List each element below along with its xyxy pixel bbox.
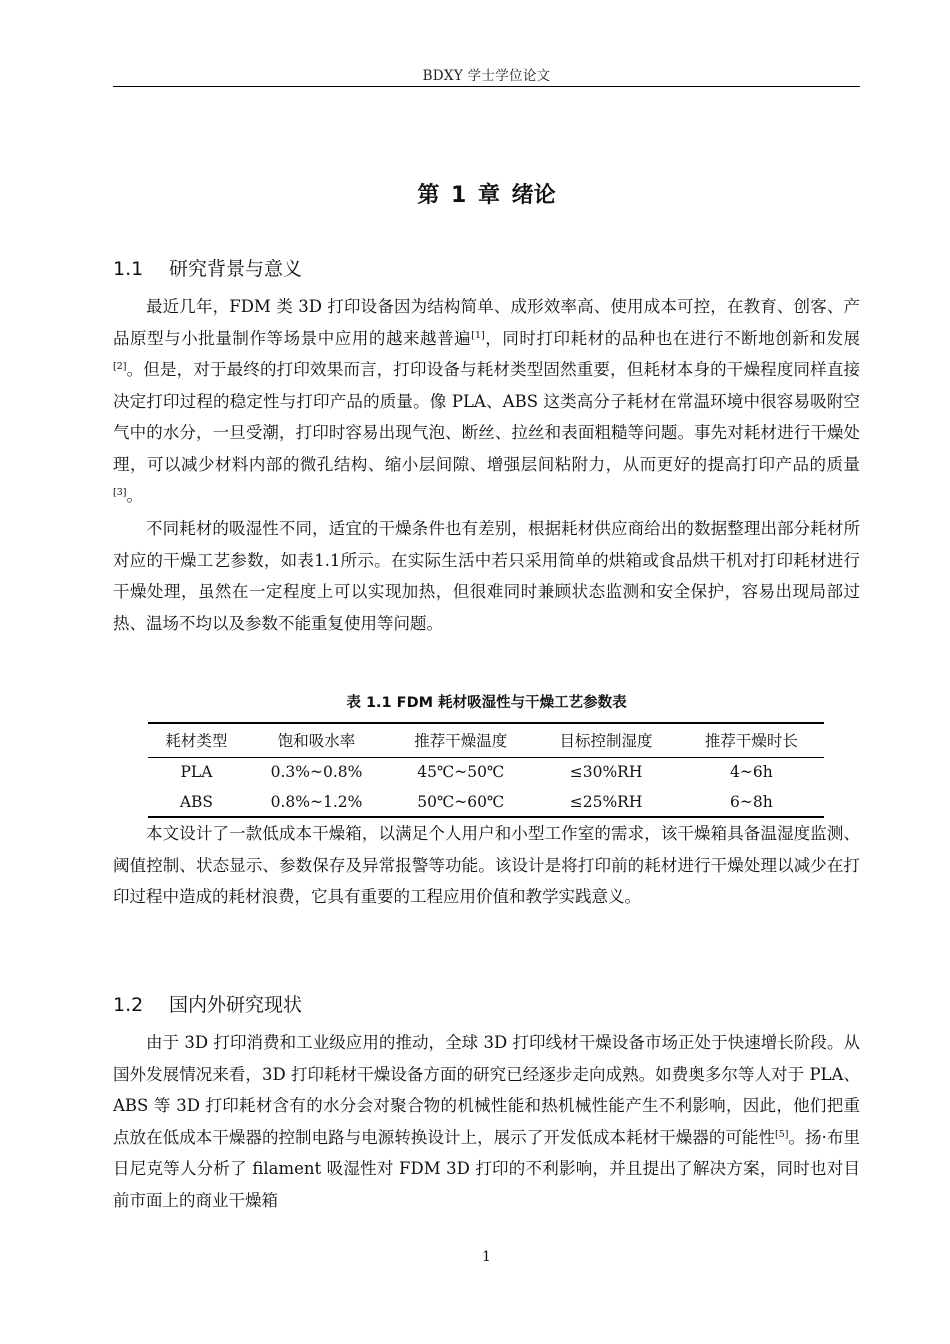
paragraph-text: 由于 3D 打印消费和工业级应用的推动，全球 3D 打印线材干燥设备市场正处于快速增长阶段。从国外发展情况来看，3D 打印耗材干燥设备方面的研究已经逐步走向成熟。如费奥多尔等人对于 PLA、ABS 等 3D 打印耗材含有的水分会对聚合物的机械性能和热机械性能产生不利影响，因此，他们把重点放在低成本干燥器的控制电路与电源转换设计上，展示了开发低成本耗材干燥器的可能性: [113, 1033, 860, 1147]
table-cell: PLA: [180, 763, 213, 782]
section-heading-1-2: [113, 990, 302, 1017]
paragraph-research-status: [113, 1027, 860, 1216]
citation-ref: [1]: [471, 329, 485, 341]
table-cell: 0.8%~1.2%: [245, 787, 388, 817]
table-cell: 50℃~60℃: [388, 787, 533, 817]
table-cell: 0.3%~0.8%: [270, 763, 363, 782]
table-cell: 6~8h: [679, 787, 824, 817]
paragraph-text: 最近几年，FDM 类 3D 打印设备因为结构简单、成形效率高、使用成本可控，在教育、创客、产品原型与小批量制作等场景中应用的越来越普遍: [113, 297, 860, 348]
table-header-row: [148, 723, 824, 757]
table-row: [148, 787, 824, 817]
column-header: 饱和吸水率: [245, 723, 388, 757]
citation-ref: [5]: [775, 1128, 789, 1140]
table-cell: 4~6h: [729, 763, 773, 782]
table-row: [148, 757, 824, 787]
paragraph-text: ，同时打印耗材的品种也在进行不断地创新和发展: [484, 328, 861, 348]
citation-ref: [3]: [113, 487, 127, 498]
table-cell: 45℃~50℃: [417, 763, 505, 782]
section-title-text: 国内外研究现状: [169, 994, 303, 1016]
table-cell: ABS: [148, 787, 245, 817]
paragraph-drying-conditions: 不同耗材的吸湿性不同，适宜的干燥条件也有差别，根据耗材供应商给出的数据整理出部分耗材所对应的干燥工艺参数，如表1.1所示。在实际生活中若只采用简单的烘箱或食品烘干机对打印耗材进行干燥处理，虽然在一定程度上可以实现加热，但很难同时兼顾状态监测和安全保护，容易出现局部过热、温场不均以及参数不能重复使用等问题。: [113, 519, 860, 633]
table-cell: ≤30%RH: [569, 763, 643, 782]
paragraph-text: 。: [126, 486, 143, 505]
header-rule: [113, 86, 860, 87]
paragraph-design-summary: 本文设计了一款低成本干燥箱，以满足个人用户和小型工作室的需求，该干燥箱具备温湿度监测、阈值控制、状态显示、参数保存及异常报警等功能。该设计是将打印前的耗材进行干燥处理以减少在打印过程中造成的耗材浪费，它具有重要的工程应用价值和教学实践意义。: [113, 824, 860, 906]
chapter-title: 第 1 章 绪论: [417, 183, 556, 208]
column-header: 目标控制湿度: [533, 723, 678, 757]
column-header: 推荐干燥时长: [679, 723, 824, 757]
section-title-text: 研究背景与意义: [169, 258, 303, 280]
section-number: 1.2: [113, 994, 144, 1016]
drying-parameters-table: [148, 722, 824, 818]
section-number: 1.1: [113, 258, 144, 280]
column-header: 推荐干燥温度: [388, 723, 533, 757]
table-cell: ≤25%RH: [533, 787, 678, 817]
column-header: 耗材类型: [148, 723, 245, 757]
section-heading-1-1: [113, 254, 302, 281]
paragraph-text: 。扬·布里日尼克等人分析了 filament 吸湿性对 FDM 3D 打印的不利影响，并且提出了解决方案，同时也对目前市面上的商业干燥箱: [113, 1127, 860, 1210]
page-number: 1: [482, 1249, 491, 1265]
paragraph-text: 。但是，对于最终的打印效果而言，打印设备与耗材类型固然重要，但耗材本身的干燥程度同样直接决定打印过程的稳定性与打印产品的质量。像 PLA、ABS 这类高分子耗材在常温环境中很容易吸附空气中的水分，一旦受潮，打印时容易出现气泡、断丝、拉丝和表面粗糙等问题。事先对耗材进行干燥处理，可以减少材料内部的微孔结构、缩小层间隙、增强层间粘附力，从而更好的提高打印产品的质量: [113, 360, 860, 474]
paragraph-background: [113, 291, 860, 512]
table-caption: 表 1.1 FDM 耗材吸湿性与干燥工艺参数表: [346, 695, 627, 711]
running-header: BDXY 学士学位论文: [422, 68, 551, 84]
citation-ref: [2]: [113, 361, 127, 372]
